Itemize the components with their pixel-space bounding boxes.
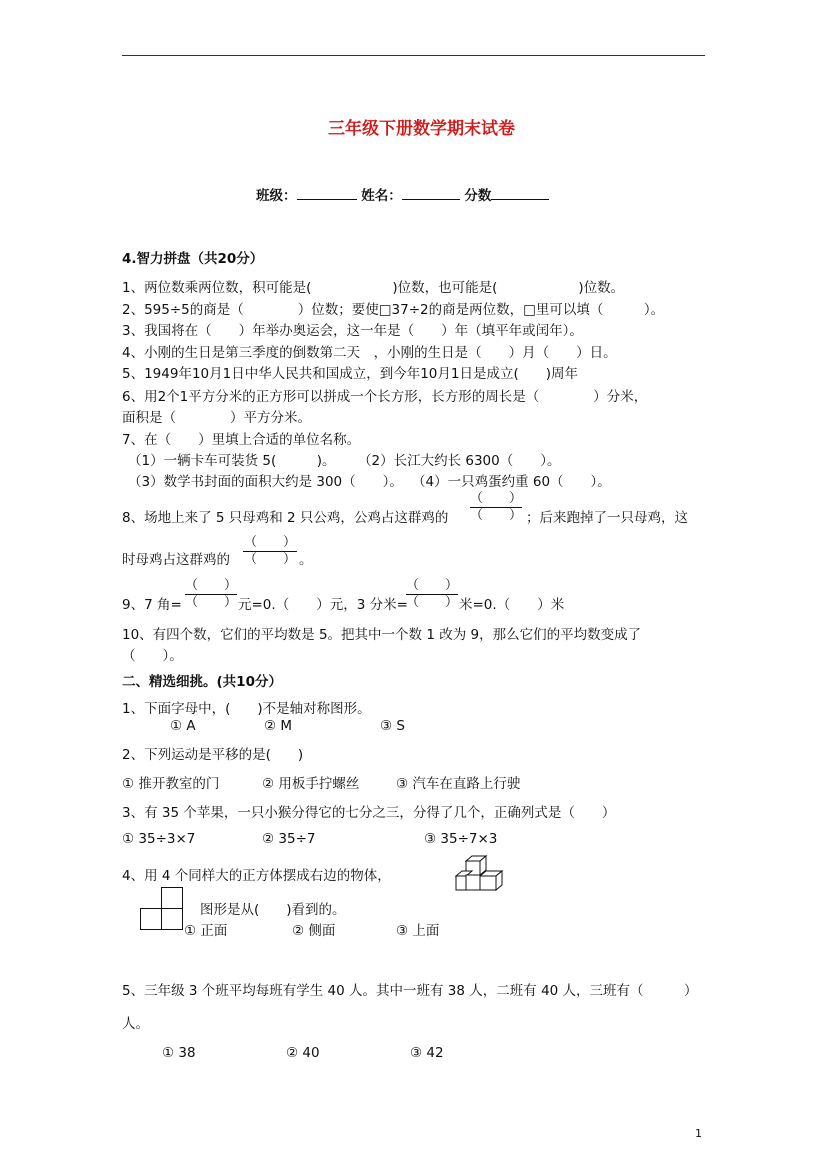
fraction-rooster (470, 491, 522, 524)
q2-4-b: 图形是从( )看到的。 (200, 902, 346, 918)
q2-1: 1、下面字母中，( )不是轴对称图形。 (122, 701, 371, 717)
q1-7-b: （2）长江大约长 6300（ ）。 (358, 453, 561, 469)
page-number: 1 (695, 1127, 702, 1140)
fraction-denominator: （ ） (243, 552, 296, 567)
q2-3: 3、有 35 个苹果，一只小猴分得它的七分之三，分得了几个，正确列式是（ ） (122, 805, 616, 821)
view-square-top (161, 887, 183, 909)
q2-2-opt-b[interactable]: ② 用板手拧螺丝 (262, 776, 360, 792)
q1-10-line1: 10、有四个数，它们的平均数是 5。把其中一个数 1 改为 9，那么它们的平均数变成了 (122, 627, 642, 643)
q2-3-opt-b[interactable]: ② 35÷7 (262, 831, 316, 847)
fraction-numerator: （ ） (406, 578, 459, 593)
score-blank[interactable] (491, 199, 549, 200)
q1-8-b: ；后来跑掉了一只母鸡，这 (526, 510, 688, 526)
q2-5-opt-c[interactable]: ③ 42 (410, 1045, 444, 1061)
class-label: 班级： (256, 188, 297, 204)
view-square-left (140, 908, 162, 930)
fraction-meter (406, 578, 458, 611)
fraction-numerator: （ ） (470, 491, 523, 506)
fraction-yuan (185, 578, 237, 611)
q1-7-c: （3）数学书封面的面积大约是 300（ ）。 (128, 474, 403, 490)
q1-7-a: （1）一辆卡车可装货 5( )。 (128, 453, 336, 469)
q1-2: 2、595÷5的商是（ ）位数；要使□37÷2的商是两位数，□里可以填（ ）。 (122, 302, 665, 318)
name-label: 姓名： (361, 188, 402, 204)
q2-1-opt-a[interactable]: ① A (170, 718, 196, 734)
q1-7-d: （4）一只鸡蛋约重 60（ ）。 (412, 474, 611, 490)
q2-1-opt-b[interactable]: ② M (264, 718, 293, 734)
q2-5-opt-b[interactable]: ② 40 (286, 1045, 320, 1061)
name-blank[interactable] (402, 199, 460, 200)
fraction-denominator: （ ） (185, 595, 238, 610)
q2-1-opt-c[interactable]: ③ S (380, 718, 405, 734)
top-rule (122, 55, 705, 56)
fraction-numerator: （ ） (243, 535, 296, 550)
q1-4: 4、小刚的生日是第三季度的倒数第二天 ，小刚的生日是（ ）月（ ）日。 (122, 345, 617, 361)
q1-8-a: 8、场地上来了 5 只母鸡和 2 只公鸡，公鸡占这群鸡的 (122, 510, 449, 526)
fraction-denominator: （ ） (406, 595, 459, 610)
q2-4-opt-a[interactable]: ① 正面 (184, 923, 228, 939)
q1-8-d: 。 (299, 552, 313, 568)
q2-4: 4、用 4 个同样大的正方体摆成右边的物体， (122, 868, 391, 884)
q1-3: 3、我国将在（ ）年举办奥运会，这一年是（ ）年（填平年或闰年）。 (122, 323, 583, 339)
q1-8-c: 时母鸡占这群鸡的 (122, 552, 230, 568)
q2-3-opt-a[interactable]: ① 35÷3×7 (122, 831, 196, 847)
fraction-denominator: （ ） (470, 508, 523, 523)
q1-7: 7、在（ ）里填上合适的单位名称。 (122, 432, 361, 448)
q1-9-b: 元=0.（ ）元，3 分米= (238, 597, 408, 613)
page-title: 三年级下册数学期末试卷 (328, 119, 515, 139)
fraction-numerator: （ ） (185, 578, 238, 593)
q1-5: 5、1949年10月1日中华人民共和国成立，到今年10月1日是成立( )周年 (122, 366, 579, 382)
q2-2-opt-a[interactable]: ① 推开教室的门 (122, 776, 220, 792)
score-label: 分数 (464, 188, 492, 204)
q2-5-line2: 人。 (122, 1016, 149, 1032)
fraction-hen (243, 535, 297, 568)
class-blank[interactable] (297, 199, 357, 200)
view-square-right (161, 908, 183, 930)
q2-2: 2、下列运动是平移的是( ) (122, 747, 304, 763)
q2-5-line1: 5、三年级 3 个班平均每班有学生 40 人。其中一班有 38 人，二班有 40 人，三班有（ ） (122, 983, 698, 999)
q2-3-opt-c[interactable]: ③ 35÷7×3 (424, 831, 498, 847)
q1-6-line2: 面积是（ ）平方分米。 (122, 410, 311, 426)
q2-4-opt-b[interactable]: ② 侧面 (292, 923, 336, 939)
header-fields (256, 184, 549, 204)
q1-10-line2: （ ）。 (122, 648, 183, 664)
q2-2-opt-c[interactable]: ③ 汽车在直路上行驶 (396, 776, 521, 792)
q1-9-c: 米=0.（ ）米 (459, 597, 565, 613)
q1-6-line1: 6、用2个1平方分米的正方形可以拼成一个长方形，长方形的周长是（ ）分米， (122, 389, 648, 405)
q2-5-opt-a[interactable]: ① 38 (162, 1045, 196, 1061)
cube-stack-icon (452, 855, 508, 897)
q1-1: 1、两位数乘两位数，积可能是( )位数，也可能是( )位数。 (122, 280, 625, 296)
q2-4-opt-c[interactable]: ③ 上面 (396, 923, 440, 939)
q1-9-a: 9、7 角= (122, 597, 182, 613)
section2-heading: 二、精选细挑。(共10分） (122, 674, 282, 690)
section1-heading: 4.智力拼盘（共20分） (122, 251, 264, 267)
